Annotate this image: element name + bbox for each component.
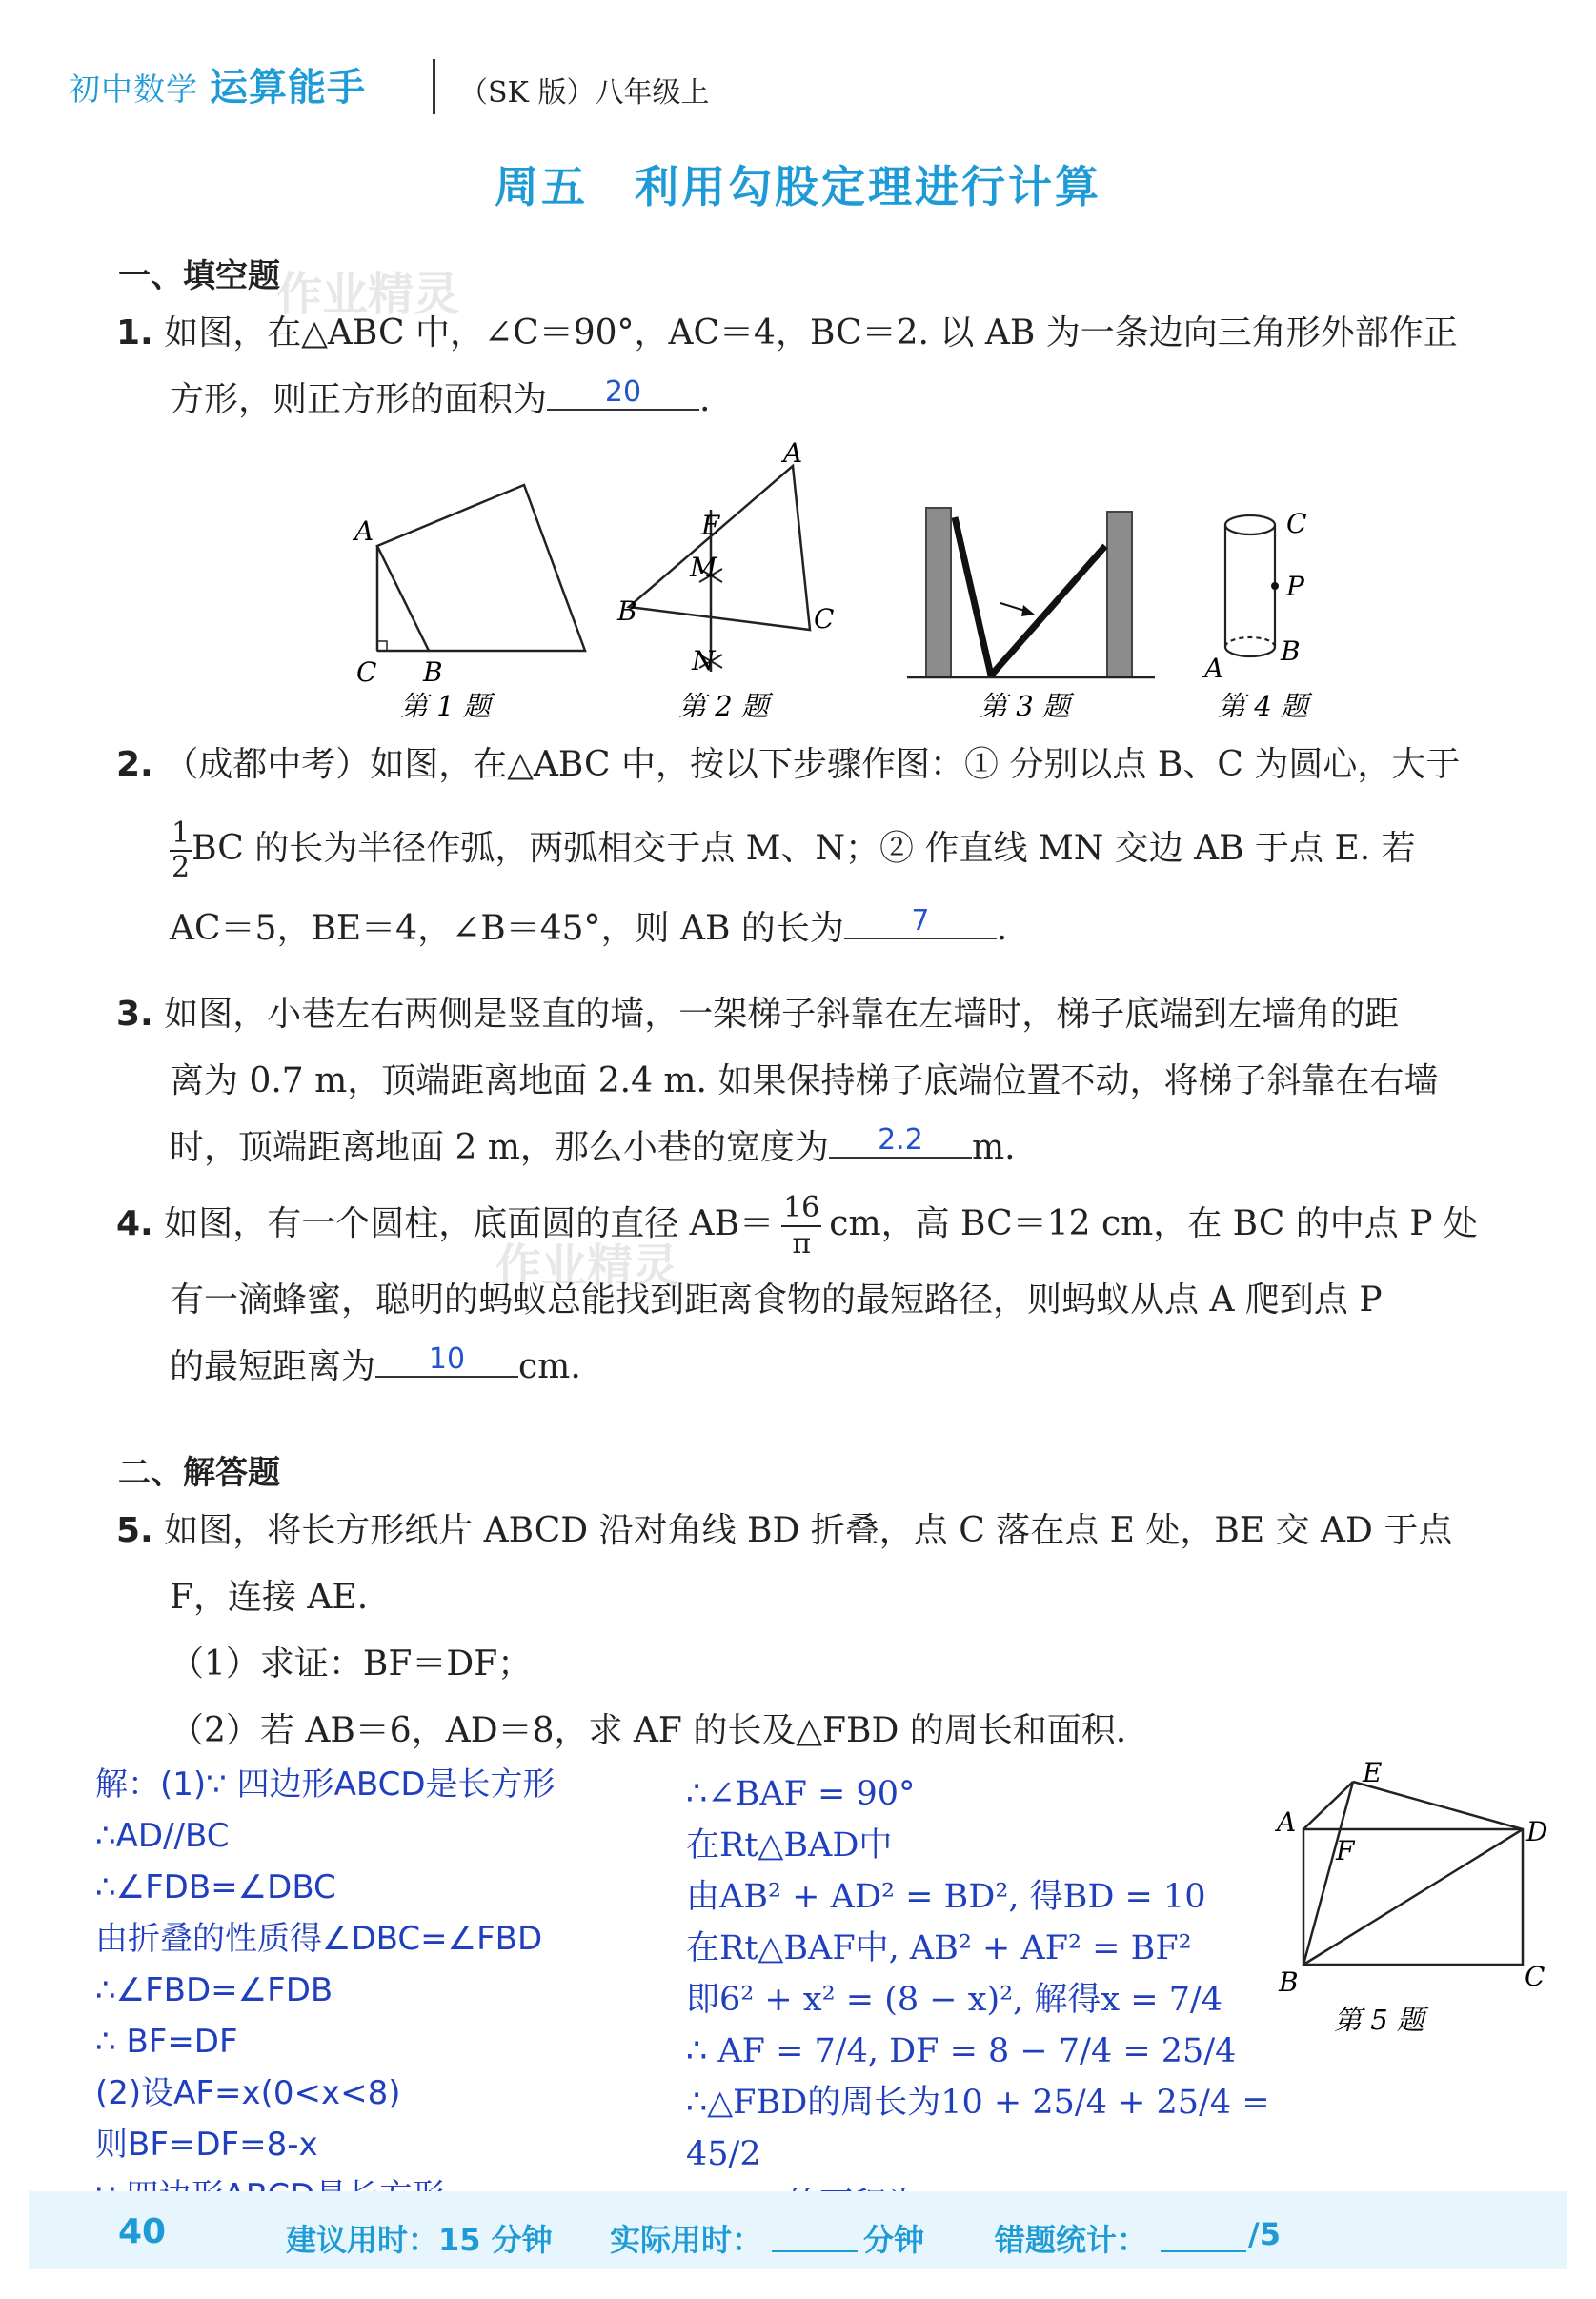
solution-line: ∴△FBD的周长为10 + 25/4 + 25/4 = 45/2: [686, 2084, 1270, 2173]
footer-bar: [29, 2191, 1567, 2269]
q2-frac-num: 1: [172, 817, 191, 850]
solution-line: 解：(1)∵ 四边形ABCD是长方形: [95, 1765, 556, 1804]
fig5-label-e: E: [1363, 1757, 1383, 1788]
q4-frac-den: π: [792, 1227, 812, 1260]
figure-5: [1267, 1757, 1548, 2039]
fig1-caption: 第 1 题: [400, 690, 491, 722]
q3-text-c: 时，顶端距离地面 2 m，那么小巷的宽度为: [170, 1128, 829, 1167]
q2-fraction: [170, 817, 192, 884]
q4-answer: 10: [428, 1342, 466, 1376]
watermark: 作业精灵: [276, 268, 460, 321]
fig2-label-n: N: [692, 645, 716, 676]
solution-line: ∴AD//BC: [95, 1817, 230, 1855]
q2-answer: 7: [911, 904, 930, 938]
solution-line: (2)设AF=x(0<x<8): [95, 2074, 401, 2112]
q3-text-b: 离为 0.7 m，顶端距离地面 2.4 m. 如果保持梯子底端位置不动，将梯子斜靠在右墙: [170, 1061, 1439, 1100]
q1-answer: 20: [604, 375, 642, 409]
solution-left: [95, 1759, 667, 2222]
fig5-label-d: D: [1526, 1816, 1548, 1847]
fig3-caption: 第 3 题: [980, 690, 1070, 722]
fig2-label-c: C: [814, 603, 835, 635]
error-count-label: 错题统计：: [995, 2222, 1148, 2258]
q3-answer-blank[interactable]: [829, 1119, 972, 1159]
fig5-label-b: B: [1279, 1966, 1299, 1998]
page-title: 周五 利用勾股定理进行计算: [495, 161, 1101, 212]
error-count-blank[interactable]: [1161, 2250, 1246, 2252]
solution-line: ∴∠BAF = 90°: [686, 1775, 916, 1813]
q5-text-a: 如图，将长方形纸片 ABCD 沿对角线 BD 折叠，点 C 落在点 E 处，BE 交 AD 于点: [164, 1511, 1453, 1550]
fig5-label-c: C: [1525, 1961, 1545, 1992]
q4-text-c: 的最短距离为: [170, 1347, 376, 1386]
fig5-label-a: A: [1277, 1806, 1297, 1838]
q2-text-c: AC＝5，BE＝4，∠B＝45°，则 AB 的长为: [170, 909, 844, 948]
q2-text-a: （成都中考）如图，在△ABC 中，按以下步骤作图：① 分别以点 B、C 为圆心，大于: [164, 745, 1461, 784]
fig4-label-c: C: [1286, 508, 1307, 539]
q4-end: cm.: [518, 1347, 581, 1386]
solution-line: ∴∠FBD=∠FDB: [95, 1971, 333, 2009]
fig4-label-a: A: [1204, 653, 1224, 684]
solution-line: 在Rt△BAF中, AB² + AF² = BF²: [686, 1929, 1192, 1967]
q4-frac-num: 16: [781, 1191, 821, 1227]
q1-answer-blank[interactable]: [547, 371, 699, 411]
solution-line: ∴ AF = 7/4, DF = 8 − 7/4 = 25/4: [686, 2032, 1237, 2070]
q2-number: 2.: [116, 745, 153, 784]
q4-answer-blank[interactable]: [375, 1338, 518, 1378]
solution-line: ∴ BF=DF: [95, 2023, 238, 2061]
question-4: [116, 1191, 1526, 1401]
q2-end: .: [996, 909, 1008, 948]
fig1-label-a: A: [354, 515, 374, 547]
series-label: 初中数学: [69, 71, 198, 108]
q4-text-b: 有一滴蜂蜜，聪明的蚂蚁总能找到距离食物的最短路径，则蚂蚁从点 A 爬到点 P: [170, 1281, 1383, 1320]
header-edition: （SK 版）八年级上: [459, 76, 710, 110]
solution-line: ∴∠FDB=∠DBC: [95, 1868, 336, 1906]
q4-text-a2: cm，高 BC＝12 cm，在 BC 的中点 P 处: [829, 1204, 1478, 1243]
question-1: [116, 300, 1526, 434]
question-5: [116, 1498, 1526, 1765]
fig5-caption: 第 5 题: [1334, 2004, 1424, 2036]
solution-line: 则BF=DF=8-x: [95, 2126, 318, 2164]
fig5-label-f: F: [1336, 1835, 1355, 1866]
fig2-label-m: M: [690, 552, 717, 583]
solution-line: 由AB² + AD² = BD², 得BD = 10: [686, 1878, 1206, 1916]
q3-end: m.: [971, 1128, 1016, 1167]
question-3: [116, 981, 1526, 1181]
q1-end: .: [699, 380, 711, 419]
solution-line: 由折叠的性质得∠DBC=∠FBD: [95, 1920, 543, 1958]
watermark: 作业精灵: [495, 1240, 679, 1293]
header-series: [69, 57, 366, 111]
brand-label: 运算能手: [210, 66, 366, 110]
fig2-label-b: B: [617, 595, 637, 627]
q5-sub2: （2）若 AB＝6，AD＝8，求 AF 的长及△FBD 的周长和面积.: [170, 1711, 1127, 1750]
section-solve: 二、解答题: [118, 1454, 280, 1492]
q2-frac-den: 2: [172, 851, 191, 884]
fig1-label-c: C: [356, 656, 377, 688]
error-count-total: /5: [1248, 2216, 1281, 2252]
fig2-caption: 第 2 题: [678, 690, 769, 722]
question-2: [116, 732, 1526, 962]
actual-time-unit: 分钟: [863, 2222, 925, 2258]
actual-time-blank[interactable]: [772, 2250, 858, 2252]
figure-2: [629, 466, 810, 672]
fig2-label-a: A: [783, 437, 803, 469]
q2-text-b: BC 的长为半径作弧，两弧相交于点 M、N；② 作直线 MN 交边 AB 于点 E. 若: [192, 829, 1416, 868]
q1-number: 1.: [116, 313, 153, 353]
q4-fraction: [781, 1191, 821, 1261]
figure-3: [907, 508, 1155, 677]
fig2-label-e: E: [701, 510, 721, 541]
q3-text-a: 如图，小巷左右两侧是竖直的墙，一架梯子斜靠在左墙时，梯子底端到左墙角的距: [164, 995, 1400, 1034]
solution-right: [686, 1768, 1305, 2231]
fig1-label-b: B: [423, 656, 443, 688]
figures-row: [343, 434, 1372, 729]
q5-text-b: F，连接 AE.: [170, 1578, 369, 1617]
q1-text-b: 方形，则正方形的面积为: [170, 380, 548, 419]
q2-answer-blank[interactable]: [844, 899, 997, 939]
q4-text-a1: 如图，有一个圆柱，底面圆的直径 AB＝: [164, 1204, 775, 1243]
q3-answer: 2.2: [878, 1123, 923, 1157]
q5-number: 5.: [116, 1511, 153, 1550]
actual-time-label: 实际用时：: [610, 2222, 763, 2258]
fig4-caption: 第 4 题: [1218, 690, 1308, 722]
solution-line: 在Rt△BAD中: [686, 1826, 893, 1865]
q4-number: 4.: [116, 1204, 153, 1243]
solution-line: 即6² + x² = (8 − x)², 解得x = 7/4: [686, 1981, 1223, 2019]
fig4-label-b: B: [1281, 635, 1301, 667]
q5-sub1: （1）求证：BF＝DF；: [170, 1644, 533, 1684]
figure-4: [1225, 515, 1275, 656]
q1-text-a: 如图，在△ABC 中，∠C＝90°，AC＝4，BC＝2. 以 AB 为一条边向三角形外部作正: [164, 313, 1458, 353]
fig4-label-p: P: [1286, 571, 1304, 602]
section-fill-blank: 一、填空题: [118, 257, 280, 295]
header-divider: [433, 59, 435, 114]
figure-1: [377, 485, 585, 651]
suggested-time: 建议用时：15 分钟: [286, 2222, 553, 2258]
q3-number: 3.: [116, 995, 153, 1034]
page-number: 40: [118, 2212, 167, 2251]
